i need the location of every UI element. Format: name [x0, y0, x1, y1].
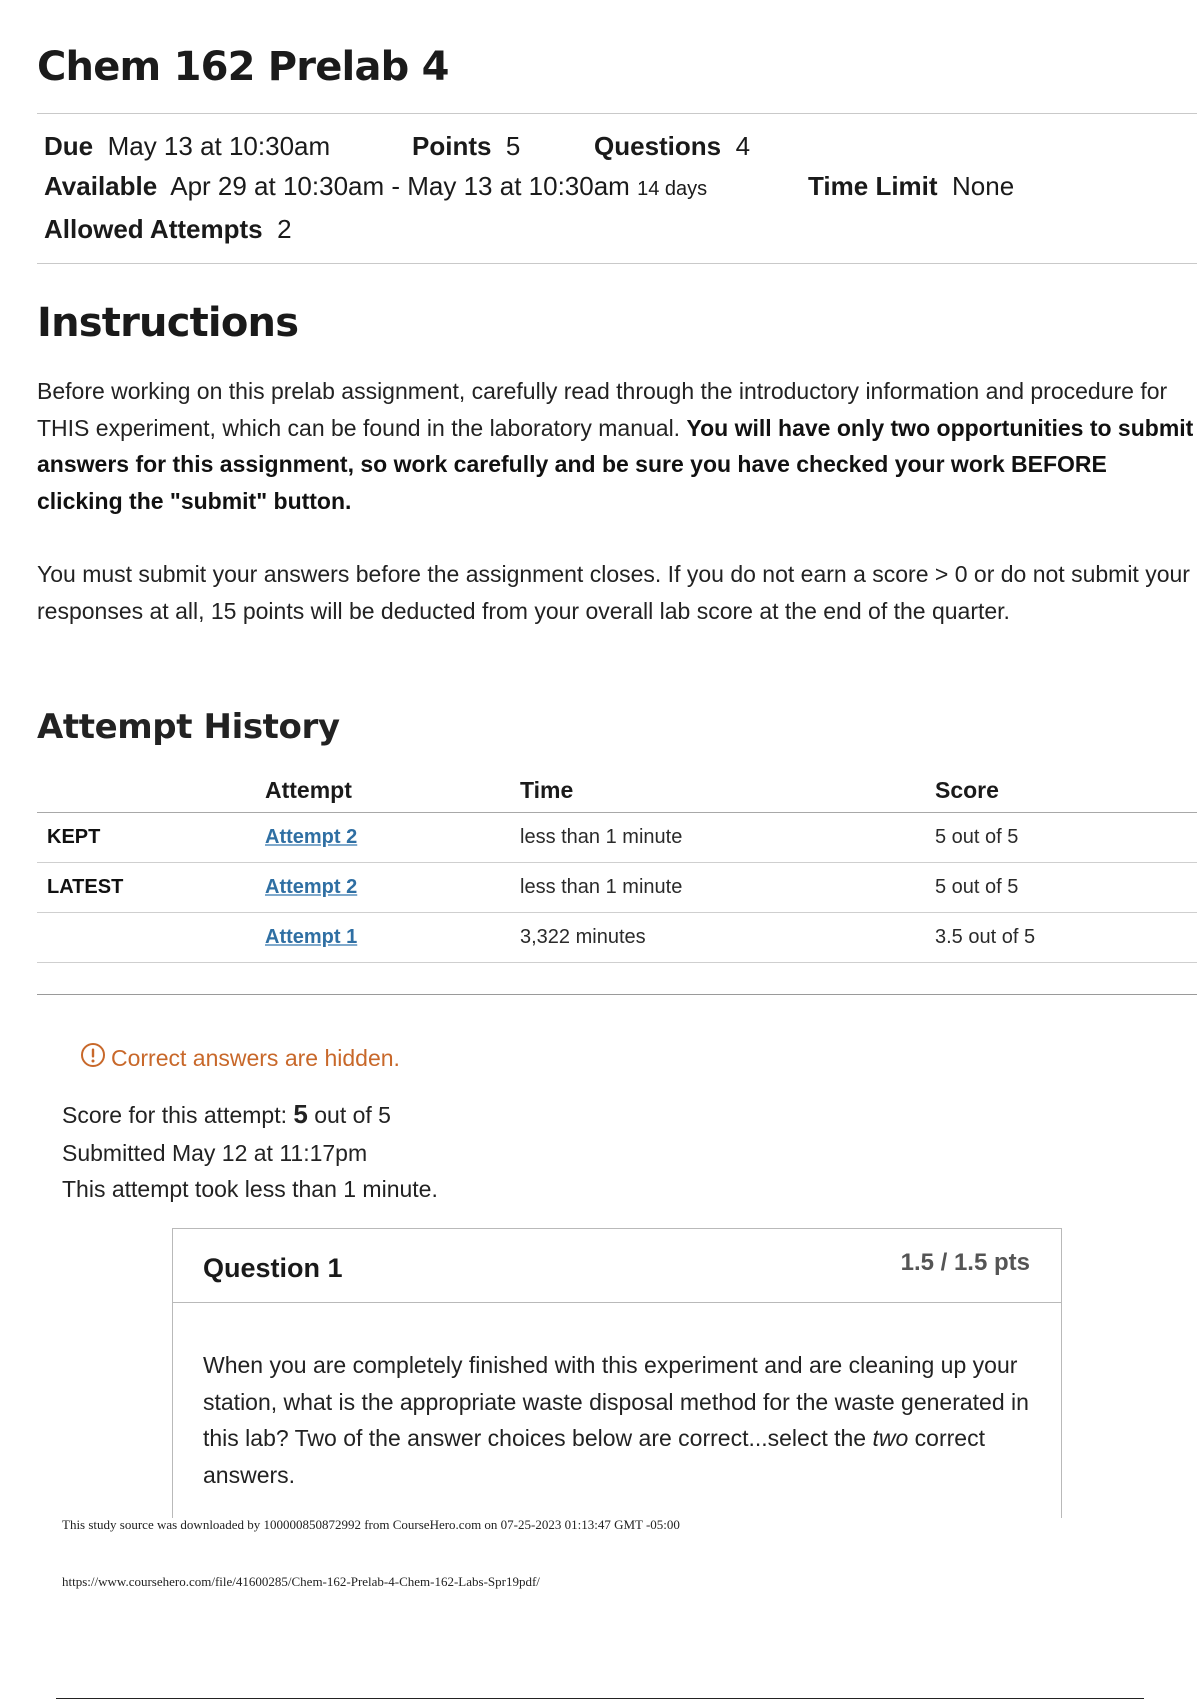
allowed-attempts-info: [44, 214, 292, 245]
question-text: [203, 1347, 1033, 1493]
history-divider: [37, 994, 1197, 995]
notice-text: Correct answers are hidden.: [111, 1044, 400, 1071]
question-text-main: When you are completely finished with this experiment and are cleaning up your station, what is the appropriate waste disposal method for the waste generated in this lab? Two of the answer choices below are correct...select the: [203, 1352, 1029, 1451]
question-text-emphasis: two: [872, 1425, 909, 1451]
available-duration: 14 days: [637, 178, 708, 200]
attempt-link[interactable]: Attempt 2: [265, 825, 358, 848]
time-limit-value: None: [952, 171, 1015, 201]
questions-value: 4: [735, 131, 751, 161]
time-cell: 3,322 minutes: [520, 912, 935, 962]
available-value: Apr 29 at 10:30am - May 13 at 10:30am: [170, 171, 630, 201]
source-url: https://www.coursehero.com/file/41600285/Chem-162-Prelab-4-Chem-162-Labs-Spr19pdf/: [62, 1574, 540, 1589]
submitted-time: Submitted May 12 at 11:17pm: [62, 1140, 368, 1166]
score-value: 5: [293, 1099, 308, 1129]
attempt-link[interactable]: Attempt 2: [265, 875, 358, 898]
points-label: Points: [412, 131, 492, 161]
allowed-attempts-value: 2: [277, 214, 292, 244]
attempt-history-table: [37, 768, 1197, 963]
table-row: [37, 912, 1197, 962]
due-value: May 13 at 10:30am: [107, 131, 331, 161]
due-info: [44, 131, 330, 162]
instructions-text: Before working on this prelab assignment, carefully read through the introductory information and procedure for THIS experiment, which can be found in the laboratory manual.: [37, 378, 1168, 441]
score-prefix: Score for this attempt:: [62, 1102, 294, 1128]
due-label: Due: [44, 131, 94, 161]
time-cell: less than 1 minute: [520, 862, 935, 912]
column-header-label: [37, 768, 265, 812]
instructions-paragraph-1: [37, 373, 1197, 519]
attempt-link[interactable]: Attempt 1: [265, 925, 358, 948]
available-label: Available: [44, 171, 158, 201]
question-card: [172, 1228, 1062, 1518]
time-limit-label: Time Limit: [808, 171, 938, 201]
attempt-score: [62, 1099, 391, 1130]
questions-info: [594, 131, 750, 162]
column-header-time: Time: [520, 768, 935, 812]
download-source-note: This study source was downloaded by 100000850872992 from CourseHero.com on 07-25-2023 01:13:47 GMT -05:00: [62, 1517, 680, 1532]
exclamation-circle-icon: [80, 1042, 111, 1074]
score-suffix: out of 5: [307, 1102, 391, 1128]
column-header-score: Score: [935, 768, 1197, 812]
available-info: [44, 171, 707, 202]
title-divider: [37, 113, 1197, 114]
score-cell: 5 out of 5: [935, 812, 1197, 862]
question-points: 1.5 / 1.5 pts: [900, 1249, 1030, 1276]
table-header-row: [37, 768, 1197, 812]
question-title: Question 1: [203, 1253, 343, 1283]
table-row: [37, 812, 1197, 862]
row-label: LATEST: [37, 862, 265, 912]
meta-divider: [37, 263, 1197, 264]
attempt-history-heading: Attempt History: [37, 707, 340, 747]
attempt-cell: [265, 812, 520, 862]
points-info: [412, 131, 520, 162]
attempt-duration: This attempt took less than 1 minute.: [62, 1176, 438, 1202]
correct-answers-hidden-notice: [80, 1042, 400, 1074]
allowed-attempts-label: Allowed Attempts: [44, 214, 263, 244]
points-value: 5: [505, 131, 521, 161]
row-label: [37, 912, 265, 962]
time-limit-info: [808, 171, 1014, 202]
instructions-heading: Instructions: [37, 300, 299, 346]
score-cell: 3.5 out of 5: [935, 912, 1197, 962]
table-row: [37, 862, 1197, 912]
question-header: [173, 1229, 1061, 1303]
attempt-cell: [265, 912, 520, 962]
page-title: Chem 162 Prelab 4: [37, 44, 449, 90]
instructions-warning: You will have only two opportunities to submit answers for this assignment, so work carefully and be sure you have checked your work BEFORE clicking the "submit" button.: [37, 414, 1194, 514]
column-header-attempt: Attempt: [265, 768, 520, 812]
time-cell: less than 1 minute: [520, 812, 935, 862]
row-label: KEPT: [37, 812, 265, 862]
question-text-end: correct answers.: [203, 1425, 985, 1488]
questions-label: Questions: [594, 131, 722, 161]
score-cell: 5 out of 5: [935, 862, 1197, 912]
attempt-cell: [265, 862, 520, 912]
instructions-paragraph-2: You must submit your answers before the assignment closes. If you do not earn a score > 0 or do not submit your responses at all, 15 points will be deducted from your overall lab score at the end of the quarter.: [37, 561, 1190, 624]
page-bottom-rule: [56, 1698, 1144, 1699]
